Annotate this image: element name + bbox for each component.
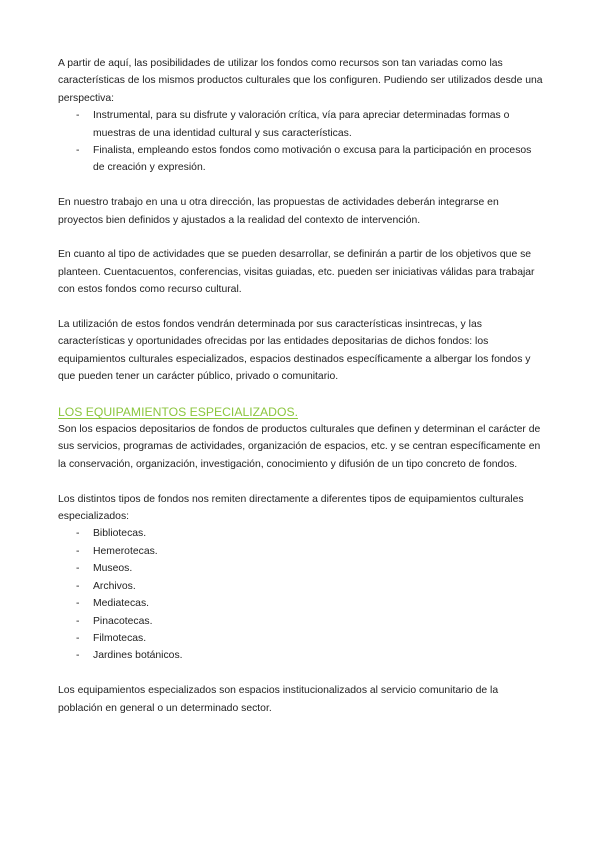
activities-paragraph: En cuanto al tipo de actividades que se pueden desarrollar, se definirán a partir de los objetivos que se planteen. Cuentacuentos, conferencias, visitas guiadas, etc. pueden ser iniciativas válidas para trabajar con estos fondos como recurso cultural. <box>58 249 535 296</box>
list-item <box>58 142 543 177</box>
dash-bullet: - <box>76 145 80 157</box>
list-item <box>58 630 543 647</box>
dash-bullet: - <box>76 563 80 575</box>
list-item-text: Hemerotecas. <box>93 545 158 557</box>
list-item-text: Pinacotecas. <box>93 615 153 627</box>
perspective-list <box>58 107 543 177</box>
list-item-text: Archivos. <box>93 580 136 592</box>
direction-paragraph: En nuestro trabajo en una u otra dirección, las propuestas de actividades deberán integrarse en proyectos bien definidos y ajustados a la realidad del contexto de intervención. <box>58 197 499 226</box>
dash-bullet: - <box>76 598 80 610</box>
equipment-types-list <box>58 525 543 664</box>
list-item <box>58 560 543 577</box>
dash-bullet: - <box>76 632 80 644</box>
dash-bullet: - <box>76 615 80 627</box>
list-item <box>58 647 543 664</box>
list-item <box>58 613 543 630</box>
dash-bullet: - <box>76 528 80 540</box>
closing-paragraph: Los equipamientos especializados son espacios institucionalizados al servicio comunitario de la población en general o un determinado sector. <box>58 685 499 714</box>
section-heading: LOS EQUIPAMIENTOS ESPECIALIZADOS. <box>58 405 298 420</box>
types-intro-paragraph: Los distintos tipos de fondos nos remiten directamente a diferentes tipos de equipamientos culturales especializados: <box>58 493 524 523</box>
dash-bullet: - <box>76 110 80 122</box>
document-body <box>58 55 543 717</box>
list-item-text: Mediatecas. <box>93 598 150 610</box>
list-item <box>58 525 543 542</box>
list-item-text: Instrumental, para su disfrute y valoración crítica, vía para apreciar determinadas formas o muestras de una identidad cultural y sus características. <box>93 110 510 139</box>
list-item <box>58 107 543 142</box>
usage-paragraph: La utilización de estos fondos vendrán determinada por sus características insintrecas, y las características y oportunidades ofrecidas por las entidades depositarias de dichos fondos: los equipamientos culturales especializados, espacios destinados específicamente a albergar los fondos y que pueden tener un carácter público, privado o comunitario. <box>58 319 531 383</box>
list-item <box>58 543 543 560</box>
definition-paragraph: Son los espacios depositarios de fondos de productos culturales que definen y determinan el carácter de sus servicios, programas de actividades, organización de espacios, etc. y se centran específicamente en la conservación, organización, investigación, conocimiento y difusión de un tipo concreto de fondos. <box>58 424 541 470</box>
list-item-text: Bibliotecas. <box>93 528 147 540</box>
list-item-text: Museos. <box>93 563 133 575</box>
list-item <box>58 595 543 612</box>
dash-bullet: - <box>76 650 80 662</box>
intro-paragraph: A partir de aquí, las posibilidades de utilizar los fondos como recursos son tan variadas como las características de los mismos productos culturales que los configuren. Pudiendo ser utilizados desde una perspectiva: <box>58 58 543 104</box>
list-item-text: Filmotecas. <box>93 632 147 644</box>
list-item-text: Finalista, empleando estos fondos como motivación o excusa para la participación en procesos de creación y expresión. <box>93 145 532 174</box>
dash-bullet: - <box>76 545 80 557</box>
list-item <box>58 578 543 595</box>
dash-bullet: - <box>76 580 80 592</box>
list-item-text: Jardines botánicos. <box>93 650 183 662</box>
